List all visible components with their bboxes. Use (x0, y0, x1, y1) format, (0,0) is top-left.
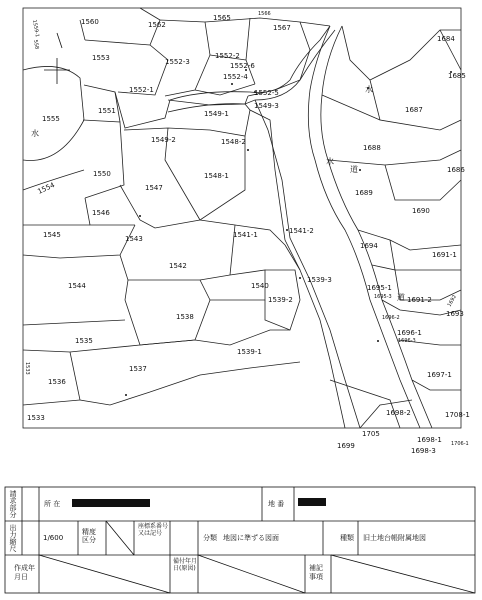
parcel-label: 1550 (93, 170, 111, 178)
parcel-label: 1698-1 (417, 436, 442, 444)
parcel-label: 1690 (412, 207, 430, 215)
parcel-label: 1691-2 (407, 296, 432, 304)
parcel-label: 1695-3 (374, 294, 392, 300)
parcel-label: 1538 (176, 313, 194, 321)
request-section-label: 請求部分 (9, 490, 17, 518)
water-symbol: 水 (365, 85, 373, 94)
parcel-label: 1552-5 (254, 89, 279, 97)
parcel-label: 1535 (75, 337, 93, 345)
parcel-label: 1545 (43, 231, 61, 239)
parcel-label: 1555 (42, 115, 60, 123)
parcel-label: 1562 (148, 21, 166, 29)
parcel-label: 1541-1 (233, 231, 258, 239)
parcel-label: 1543 (125, 235, 143, 243)
parcel-label: 1559-1 (31, 19, 41, 38)
parcel-label: 1685 (448, 72, 466, 80)
parcel-label: 1544 (68, 282, 86, 290)
parcel-label: 1696-3 (398, 338, 416, 344)
parcel-label: 1552-3 (165, 58, 190, 66)
redacted-location (72, 499, 150, 507)
parcel-label: 1546 (92, 209, 110, 217)
parcel-label: 1694 (360, 242, 378, 250)
parcel-label: 1706-1 (451, 441, 469, 447)
parcel-label: 1687 (405, 106, 423, 114)
scale-label: 出力縮尺 (9, 524, 17, 552)
parcel-label: 1684 (437, 35, 455, 43)
parcel-label: 1537 (129, 365, 147, 373)
parcel-label: 1691-1 (432, 251, 457, 259)
lot-label: 地 番 (268, 500, 285, 508)
parcel-label: 1552-1 (129, 86, 154, 94)
parcel-label: 1547 (145, 184, 163, 192)
road-symbol: 道 (397, 293, 405, 302)
parcel-label: 1551 (98, 107, 116, 115)
parcel-label: 1554 (36, 181, 57, 196)
parcel-label: 1695-1 (367, 284, 392, 292)
parcel-label: 1692 (446, 293, 459, 308)
parcel-label: 1686 (447, 166, 465, 174)
parcel-label: 1565 (213, 14, 231, 22)
parcel-label: 1696-2 (382, 315, 400, 321)
parcel-label: 1689 (355, 189, 373, 197)
parcel-label: 1548-2 (221, 138, 246, 146)
type-label: 種類 (340, 534, 354, 542)
parcel-label: 1548-1 (204, 172, 229, 180)
parcel-label: 1539-3 (307, 276, 332, 284)
location-label: 所 在 (44, 500, 61, 508)
water-symbol: 水 (31, 129, 39, 138)
parcel-label: 1540 (251, 282, 269, 290)
parcel-label: 1567 (273, 24, 291, 32)
parcel-label: 1533 (27, 414, 45, 422)
parcel-label: 1698-2 (386, 409, 411, 417)
classification-value: 地図に準ずる図面 (223, 534, 279, 542)
coordinate-system-label: 座標系番号又は記号 (138, 523, 169, 537)
parcel-label: 1698-3 (411, 447, 436, 455)
accuracy-class-label: 精度区分 (82, 528, 96, 544)
parcel-label: 1536 (48, 378, 66, 386)
redacted-lot (298, 498, 326, 506)
scale-value: 1/600 (43, 534, 64, 542)
parcel-label: 1566 (258, 11, 271, 17)
parcel-label: 1697-1 (427, 371, 452, 379)
parcel-label: 1539-2 (268, 296, 293, 304)
parcel-label: 1533 (24, 362, 30, 375)
type-value: 旧土地台帳附属地図 (363, 534, 426, 542)
parcel-label: 1539-1 (237, 348, 262, 356)
parcel-label: 1705 (362, 430, 380, 438)
parcel-label: 1552-4 (223, 73, 248, 81)
parcel-label: 1542 (169, 262, 187, 270)
parcel-label: 558 (32, 39, 40, 50)
parcel-label: 1549-3 (254, 102, 279, 110)
parcel-label: 1696-1 (397, 329, 422, 337)
parcel-label: 1549-1 (204, 110, 229, 118)
remarks-date-label: 備付年月日(原図) (173, 558, 198, 572)
created-date-label: 作成年月日 (14, 564, 35, 581)
north-arrow-icon (44, 33, 70, 84)
parcel-label: 1549-2 (151, 136, 176, 144)
parcel-label: 1553 (92, 54, 110, 62)
parcel-label: 1552-2 (215, 52, 240, 60)
classification-label: 分類 (203, 534, 217, 542)
road-symbol: 道 (350, 165, 358, 174)
parcel-label: 1693 (446, 310, 464, 318)
supplementary-label: 補記事項 (309, 564, 323, 581)
parcel-label: 1688 (363, 144, 381, 152)
parcel-label: 1541-2 (289, 227, 314, 235)
parcel-label: 1552-6 (230, 62, 255, 70)
parcel-label: 1699 (337, 442, 355, 450)
parcel-label: 1708-1 (445, 411, 470, 419)
parcel-label: 1560 (81, 18, 99, 26)
water-symbol: 水 (326, 157, 334, 166)
